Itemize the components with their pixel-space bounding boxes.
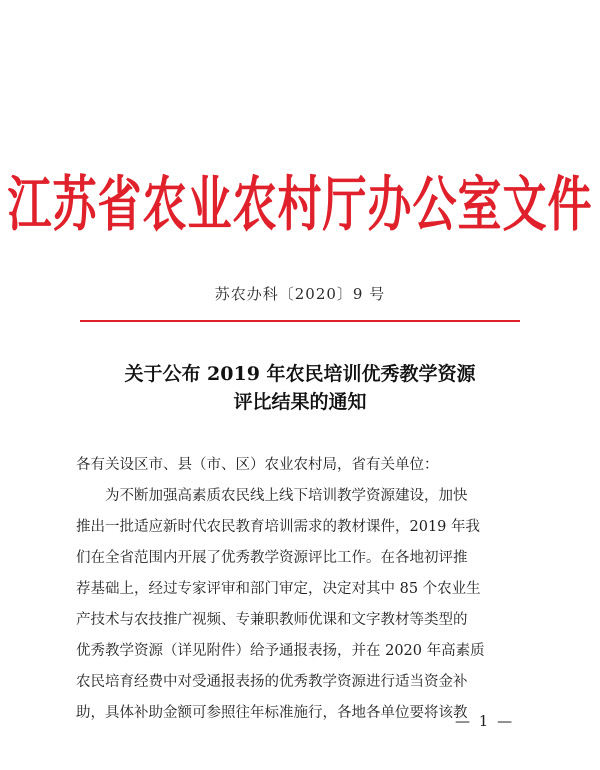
red-divider-line	[80, 320, 520, 322]
agency-header-title: 江苏省农业农村厅办公室文件	[7, 170, 593, 240]
body-line: 推出一批适应新时代农民教育培训需求的教材课件，2019 年我	[76, 519, 481, 535]
salutation: 各有关设区市、县（市、区）农业农村局，省有关单位：	[76, 457, 439, 473]
body-line: 产技术与农技推广视频、专兼职教师优课和文字教材等类型的	[76, 612, 468, 628]
body-line: 荐基础上，经过专家评审和部门审定，决定对其中 85 个农业生	[76, 581, 481, 597]
notice-title	[0, 360, 600, 416]
body-line: 为不断加强高素质农民线上线下培训教学资源建设，加快	[105, 488, 468, 504]
document-number: 苏农办科〔2020〕9 号	[214, 285, 386, 303]
body-line: 优秀教学资源（详见附件）给予通报表扬，并在 2020 年高素质	[76, 643, 485, 659]
body-line: 助，具体补助金额可参照往年标准施行，各地各单位要将该教	[76, 705, 468, 721]
notice-title-line-2: 评比结果的通知	[233, 391, 367, 413]
body-line: 农民培育经费中对受通报表扬的优秀教学资源进行适当资金补	[76, 674, 468, 690]
body-line: 们在全省范围内开展了优秀教学资源评比工作。在各地初评推	[76, 550, 468, 566]
page-number: — 1 —	[455, 712, 515, 730]
notice-title-line-1: 关于公布 2019 年农民培训优秀教学资源	[124, 363, 476, 385]
notice-body	[76, 450, 526, 729]
